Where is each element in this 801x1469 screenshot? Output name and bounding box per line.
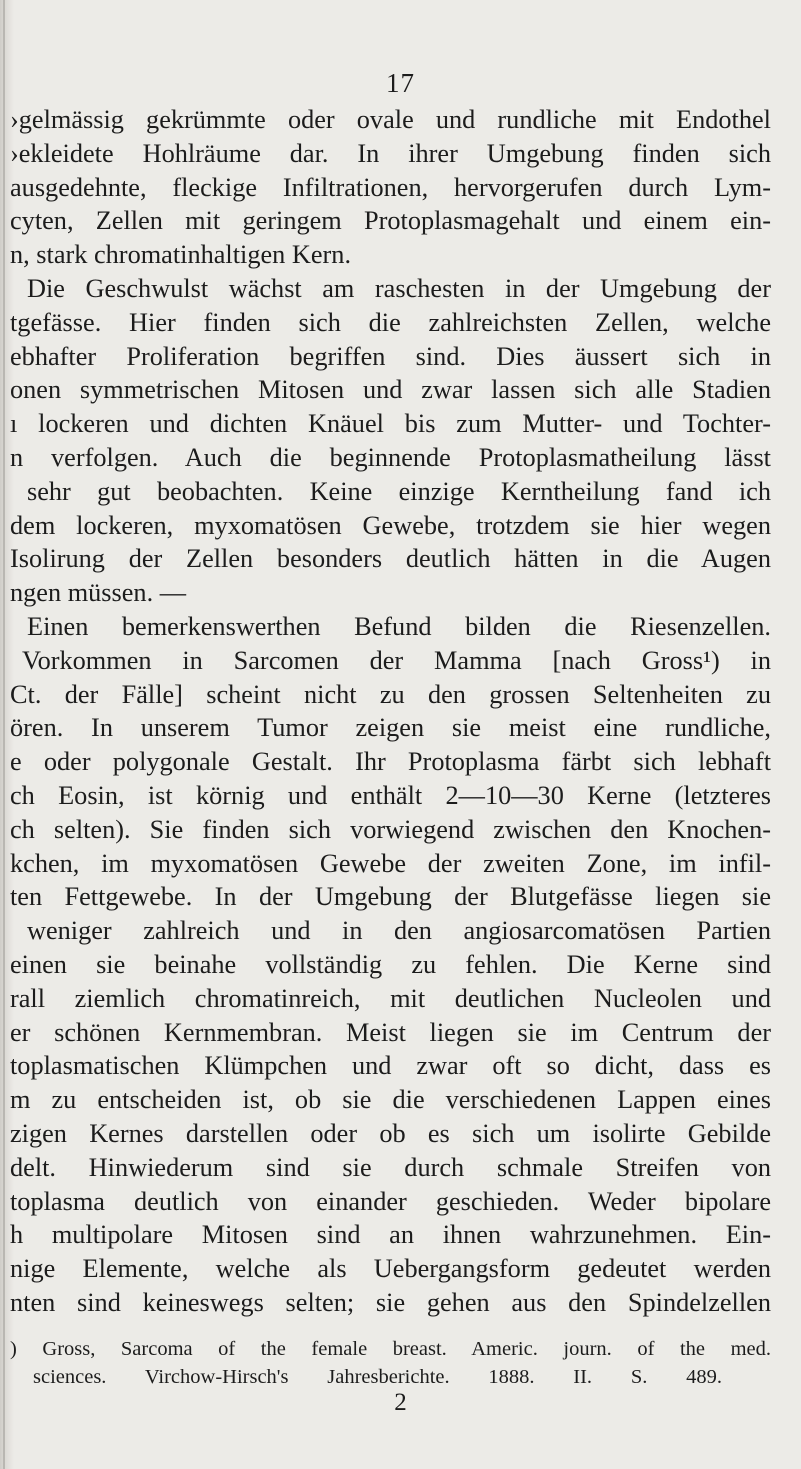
text-line: n, stark chromatinhaltigen Kern. — [10, 240, 352, 270]
page-number: 17 — [386, 68, 415, 98]
footnote-line: sciences. Virchow-Hirsch's Jahresberichte. 1888. II. S. 489. — [33, 1366, 722, 1388]
text-line: n verfolgen. Auch die beginnende Protoplasmatheilung lässt — [10, 443, 771, 472]
text-line: Einen bemerkenswerthen Befund bilden die Riesenzellen. — [27, 612, 771, 641]
text-line: ›gelmässig gekrümmte oder ovale und rundliche mit Endothel — [10, 105, 771, 134]
text-line: m zu entscheiden ist, ob sie die verschiedenen Lappen eines — [10, 1085, 771, 1115]
binding-shadow-line — [3, 0, 5, 1469]
text-line: weniger zahlreich und in den angiosarcomatösen Partien — [27, 916, 771, 946]
text-line: Vorkommen in Sarcomen der Mamma [nach Gross¹) in — [22, 645, 771, 675]
text-line: ören. In unserem Tumor zeigen sie meist eine rundliche, — [10, 713, 771, 743]
text-line: er schönen Kernmembran. Meist liegen sie im Centrum der — [10, 1017, 771, 1047]
text-line: ngen müssen. — — [10, 578, 187, 608]
text-line: delt. Hinwiederum sind sie durch schmale Streifen von — [10, 1152, 771, 1182]
signature-mark: 2 — [394, 1389, 407, 1416]
footnote-line: ) Gross, Sarcoma of the female breast. Americ. journ. of the med. — [10, 1338, 771, 1360]
text-line: ›ekleidete Hohlräume dar. In ihrer Umgebung finden sich — [10, 138, 771, 168]
text-line: dem lockeren, myxomatösen Gewebe, trotzdem sie hier wegen — [10, 510, 771, 540]
text-line: ı lockeren und dichten Knäuel bis zum Mutter- und Tochter- — [10, 409, 771, 439]
text-line: ch selten). Sie finden sich vorwiegend zwischen den Knochen- — [10, 814, 771, 844]
text-line: toplasmatischen Klümpchen und zwar oft so dicht, dass es — [10, 1051, 771, 1081]
text-line: h multipolare Mitosen sind an ihnen wahrzunehmen. Ein- — [10, 1220, 771, 1250]
text-line: Ct. der Fälle] scheint nicht zu den grossen Seltenheiten zu — [10, 679, 771, 709]
text-line: zigen Kernes darstellen oder ob es sich um isolirte Gebilde — [10, 1119, 771, 1148]
text-line: Isolirung der Zellen besonders deutlich hätten in die Augen — [10, 544, 771, 574]
text-line: ch Eosin, ist körnig und enthält 2—10—30 Kerne (letzteres — [10, 781, 771, 810]
text-line: Die Geschwulst wächst am raschesten in der Umgebung der — [27, 274, 771, 303]
text-line: einen sie beinahe vollständig zu fehlen. Die Kerne sind — [10, 950, 771, 979]
text-line: sehr gut beobachten. Keine einzige Kerntheilung fand ich — [27, 476, 771, 506]
text-line: nten sind keineswegs selten; sie gehen aus den Spindelzellen — [10, 1288, 771, 1317]
text-line: toplasma deutlich von einander geschieden. Weder bipolare — [10, 1186, 771, 1216]
text-line: nige Elemente, welche als Uebergangsform gedeutet werden — [10, 1254, 771, 1284]
text-line: ten Fettgewebe. In der Umgebung der Blutgefässe liegen sie — [10, 882, 771, 912]
text-line: rall ziemlich chromatinreich, mit deutlichen Nucleolen und — [10, 983, 771, 1013]
text-line: e oder polygonale Gestalt. Ihr Protoplasma färbt sich lebhaft — [10, 747, 771, 777]
text-line: kchen, im myxomatösen Gewebe der zweiten Zone, im infil- — [10, 848, 771, 878]
text-line: ebhafter Proliferation begriffen sind. Dies äussert sich in — [10, 341, 771, 371]
text-line: ausgedehnte, fleckige Infiltrationen, hervorgerufen durch Lym- — [10, 172, 771, 202]
text-line: tgefässe. Hier finden sich die zahlreichsten Zellen, welche — [10, 307, 771, 337]
text-line: onen symmetrischen Mitosen und zwar lassen sich alle Stadien — [10, 375, 771, 405]
text-line: cyten, Zellen mit geringem Protoplasmagehalt und einem ein- — [10, 206, 771, 236]
